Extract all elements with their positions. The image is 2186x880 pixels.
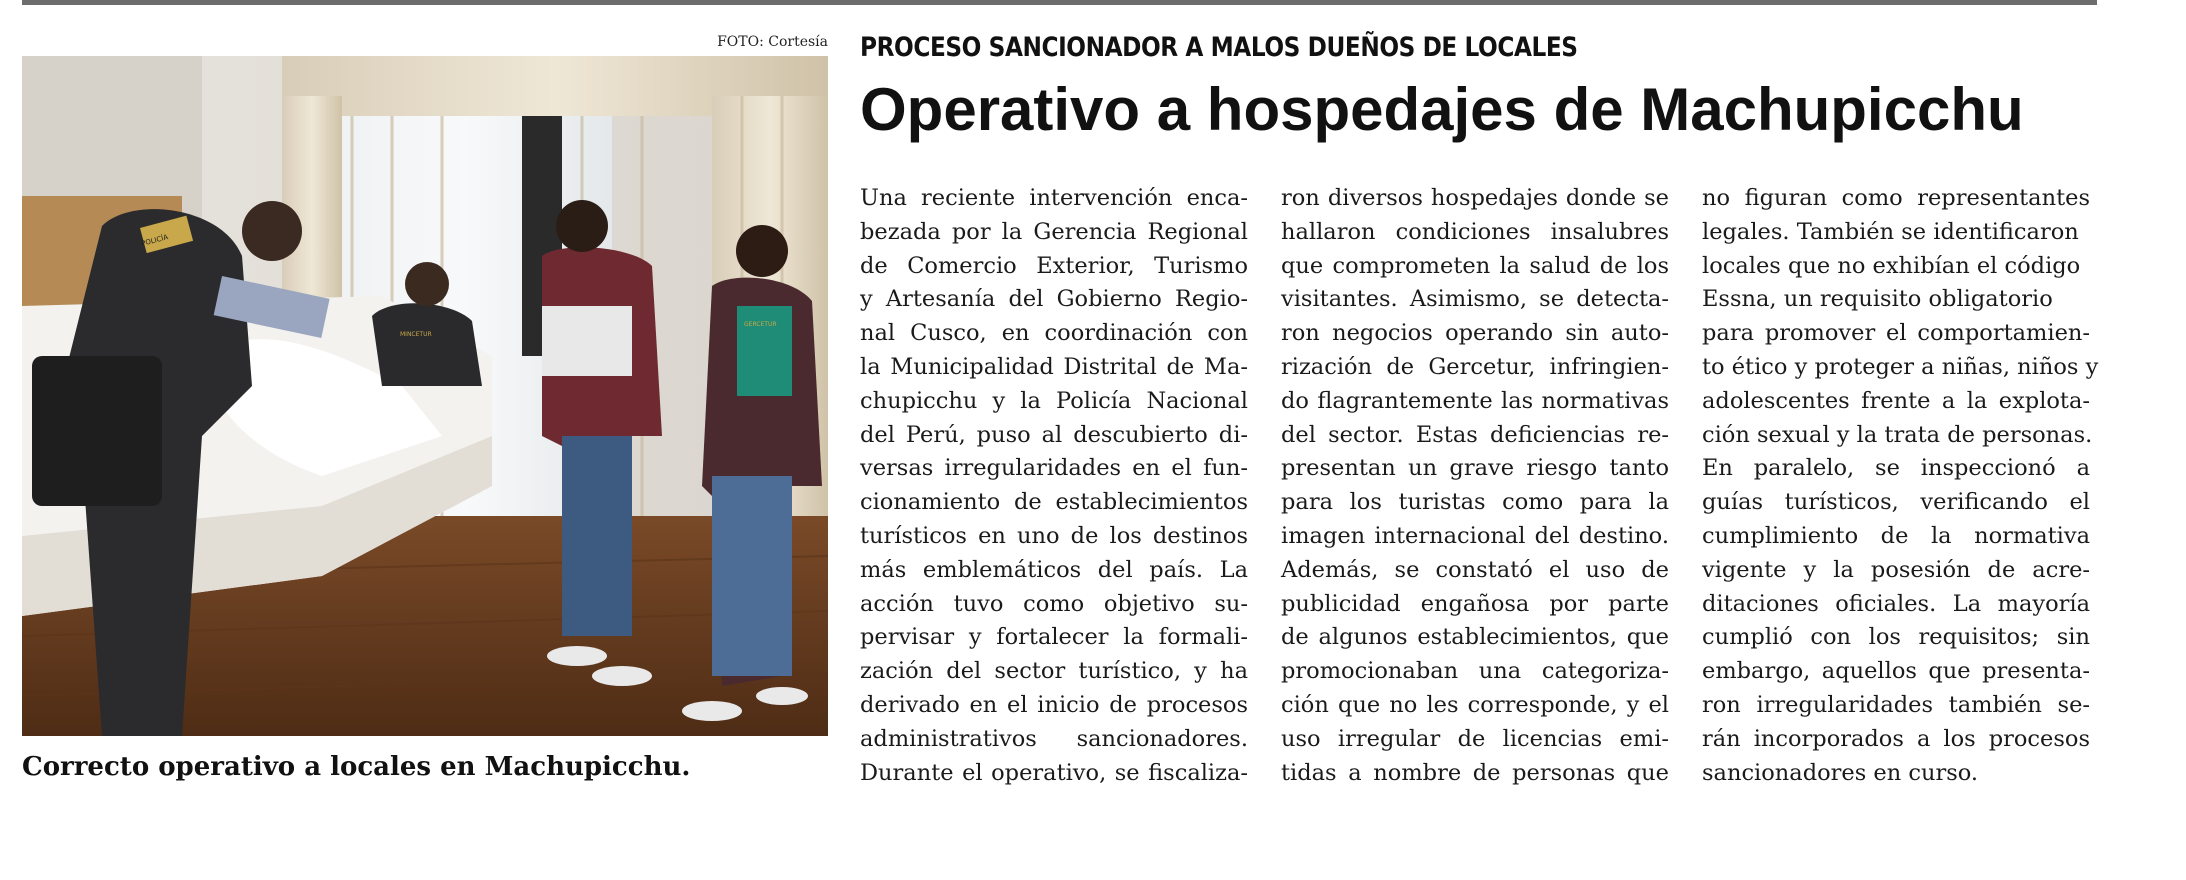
top-rule (22, 0, 2097, 5)
body-line: derivado en el inicio de procesos (860, 691, 1248, 718)
body-line: zación del sector turístico, y ha (860, 658, 1248, 685)
body-line: Una reciente intervención enca- (860, 185, 1248, 211)
body-line: que comprometen la salud de los (1281, 252, 1669, 279)
body-line: pervisar y fortalecer la formali- (860, 624, 1248, 651)
body-line: ron irregularidades también se- (1702, 691, 2090, 718)
photo-person-head-3 (556, 200, 608, 252)
body-line: del sector. Estas deficiencias re- (1281, 421, 1669, 448)
body-line: no figuran como representantes (1702, 185, 2090, 211)
body-line: to ético y proteger a niñas, niños y (1702, 353, 2099, 380)
photo-green-shirt (737, 306, 792, 396)
body-line: visitantes. Asimismo, se detecta- (1281, 286, 1669, 313)
article-column-1 (860, 182, 1248, 790)
body-line: chupicchu y la Policía Nacional (860, 387, 1248, 414)
photo-jeans-woman (712, 476, 792, 676)
body-line: ron negocios operando sin auto- (1281, 320, 1669, 347)
body-line: de Comercio Exterior, Turismo (860, 252, 1248, 279)
photo-caption: Correcto operativo a locales en Machupicchu. (22, 752, 691, 782)
photo-shoe-1 (547, 646, 607, 666)
body-line: del Perú, puso al descubierto di- (860, 421, 1248, 448)
body-line: ción que no les corresponde, y el (1281, 691, 1669, 718)
body-line: rización de Gercetur, infringien- (1281, 353, 1669, 380)
body-line: legales. También se identificaron (1702, 218, 2079, 245)
photo-person-head-2 (405, 262, 449, 306)
body-line: de algunos establecimientos, que (1281, 624, 1669, 651)
body-line: publicidad engañosa por parte (1281, 590, 1669, 617)
photo-patch-text-3: GERCETUR (744, 321, 777, 328)
photo-patch-text-2: MINCETUR (400, 331, 432, 338)
body-line: sancionadores en curso. (1702, 759, 1979, 786)
body-line: adolescentes frente a la explota- (1702, 387, 2090, 414)
body-line: rán incorporados a los procesos (1702, 725, 2090, 752)
body-line: hallaron condiciones insalubres (1281, 218, 1669, 245)
body-line: Además, se constató el uso de (1281, 556, 1669, 583)
body-line: guías turísticos, verificando el (1702, 489, 2090, 516)
body-line: En paralelo, se inspeccionó a (1702, 455, 2090, 482)
article-column-3 (1702, 182, 2099, 790)
body-line: imagen internacional del destino. (1281, 522, 1669, 549)
article-column-2 (1281, 182, 1669, 790)
photo-shoe-4 (756, 687, 808, 705)
body-line: para promover el comportamien- (1702, 320, 2090, 347)
body-line: tidas a nombre de personas que (1281, 759, 1669, 786)
body-line: ditaciones oficiales. La mayoría (1702, 590, 2090, 617)
body-line: embargo, aquellos que presenta- (1702, 658, 2090, 685)
photo-folder (542, 306, 632, 376)
body-line: presentan un grave riesgo tanto (1281, 455, 1669, 482)
photo-jeans-man (562, 436, 632, 636)
body-line: y Artesanía del Gobierno Regio- (860, 286, 1248, 313)
headline: Operativo a hospedajes de Machupicchu (860, 76, 2024, 143)
photo-person-head-4 (736, 225, 788, 277)
photo-shoe-2 (592, 666, 652, 686)
body-line: versas irregularidades en el fun- (860, 455, 1248, 482)
photo-patch-text-1: POLICÍA (140, 233, 170, 248)
body-line: vigente y la posesión de acre- (1702, 556, 2090, 583)
body-line: do flagrantemente las normativas (1281, 387, 1669, 414)
body-line: bezada por la Gerencia Regional (860, 218, 1248, 245)
body-line: cumplimiento de la normativa (1702, 522, 2090, 549)
body-line: cumplió con los requisitos; sin (1702, 624, 2090, 651)
body-line: ron diversos hospedajes donde se (1281, 185, 1669, 211)
body-line: más emblemáticos del país. La (860, 556, 1248, 583)
body-line: ción sexual y la trata de personas. (1702, 421, 2093, 448)
body-line: la Municipalidad Distrital de Ma- (860, 353, 1248, 380)
body-line: uso irregular de licencias emi- (1281, 725, 1669, 752)
body-line: cionamiento de establecimientos (860, 489, 1248, 516)
photo-bag (32, 356, 162, 506)
body-line: nal Cusco, en coordinación con (860, 320, 1248, 347)
photo-credit: FOTO: Cortesía (717, 34, 828, 50)
body-line: turísticos en uno de los destinos (860, 522, 1248, 549)
photo-shoe-3 (682, 701, 742, 721)
body-line: para los turistas como para la (1281, 489, 1669, 516)
body-line: Essna, un requisito obligatorio (1702, 286, 2053, 313)
body-line: promocionaban una categoriza- (1281, 658, 1669, 685)
body-line: Durante el operativo, se fiscaliza- (860, 759, 1248, 786)
kicker: PROCESO SANCIONADOR A MALOS DUEÑOS DE LOCALES (860, 32, 1578, 63)
photo-person-head-1 (242, 201, 302, 261)
body-line: administrativos sancionadores. (860, 725, 1248, 752)
body-line: acción tuvo como objetivo su- (860, 590, 1248, 617)
article-photo (22, 56, 828, 736)
body-line: locales que no exhibían el código (1702, 252, 2081, 279)
